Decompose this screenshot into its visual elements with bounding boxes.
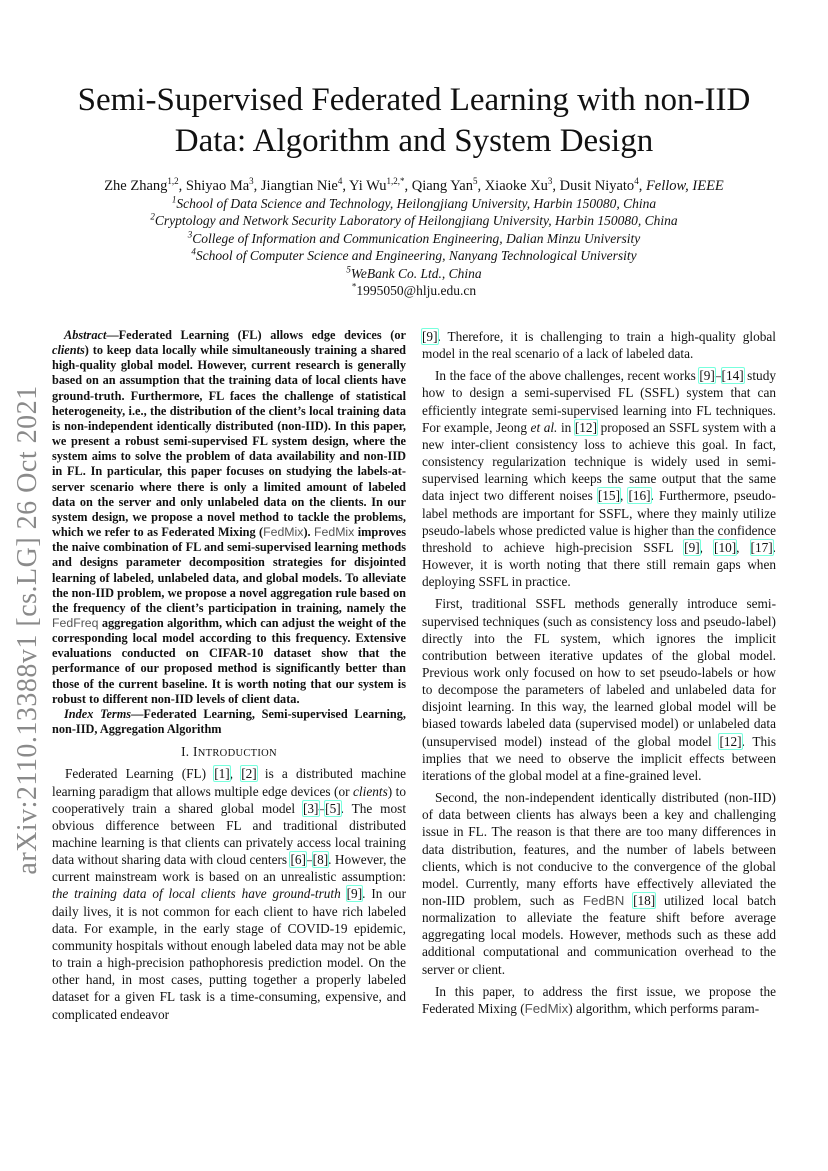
arxiv-stamp: [8, 360, 48, 900]
affiliation-2: $^2$Cryptology and Network Security Laboratory of Heilongjiang University, Harbin 150080, China: [150, 211, 678, 229]
citation-link[interactable]: [17]: [750, 539, 773, 555]
citation-link[interactable]: [10]: [714, 539, 737, 555]
authors-text: Zhe Zhang$^{1,2}$, Shiyao Ma$^3$, Jiangtian Nie$^4$, Yi $Wu^{1,2,*}$, Qiang Yan$^5$, Xiaoke Xu$^3$, Dusit Niyato$^4$, Fellow, IEEE: [104, 176, 724, 194]
citation-link[interactable]: [9]: [346, 886, 363, 902]
citation-link[interactable]: [1]: [214, 766, 230, 782]
affiliations: [60, 195, 768, 299]
citation-link[interactable]: [14]: [721, 368, 744, 384]
citation-link[interactable]: [3]: [302, 800, 319, 816]
paper-title: Semi-Supervised Federated Learning with non-IID Data: Algorithm and System Design: [77, 82, 751, 159]
citation-link[interactable]: [12]: [574, 419, 597, 435]
citation-link[interactable]: [2]: [241, 766, 257, 782]
citation-link[interactable]: [5]: [325, 800, 341, 816]
body-paragraph: In the face of the above challenges, recent works [9]–[14] study how to design a semi-supervised FL (SSFL) system that can efficiently integrate semi-supervised learning into FL techniques. For example, Jeong et al. in [12] proposed an SSFL system with a new inter-client consistency loss to achieve this goal. In fact, consistency regularization technique is widely used in semi-supervised learning which keeps the same output that the same data inject two different noises [15], [16]. Furthermore, pseudo-label methods are important for SSFL, where they mainly utilize pseudo-labels whose predicted value is higher than the confidence threshold to achieve high-precision SSFL [9], [10], [17]. However, it is worth noting that there still remain gaps when deploying SSFL in practice.: [422, 368, 776, 590]
citation-link[interactable]: [9]: [699, 368, 715, 384]
arxiv-stamp-text: arXiv:2110.13388v1 [cs.LG] 26 Oct 2021: [12, 385, 43, 875]
affiliation-1: $^1$School of Data Science and Technology, Heilongjiang University, Harbin 150080, China: [171, 194, 657, 211]
citation-link[interactable]: [16]: [628, 488, 651, 504]
index-terms: Index Terms—Federated Learning, Semi-supervised Learning, non-IID, Aggregation Algorithm: [52, 706, 406, 737]
citation-link[interactable]: [6]: [290, 852, 306, 868]
left-column: [52, 328, 406, 1028]
affiliation-3: $^3$College of Information and Communication Engineering, Dalian Minzu University: [187, 229, 641, 246]
author-line: [40, 177, 788, 195]
citation-link[interactable]: [9]: [422, 329, 438, 344]
section-heading: I. INTRODUCTION: [181, 744, 277, 760]
citation-link[interactable]: [18]: [633, 893, 656, 908]
right-column: [422, 328, 776, 1022]
citation-link[interactable]: [8]: [312, 852, 329, 868]
intro-paragraph: Federated Learning (FL) [1], [2] is a distributed machine learning paradigm that allows multiple edge devices (or clients) to cooperatively train a shared global model [3]–[5]. The most obvious difference between FL and traditional distributed machine learning is that clients can privately access local training data without sharing data with cloud centers [6]–[8]. However, the current mainstream work is based on an unrealistic assumption: the training data of local clients have ground-truth [9]. In our daily lives, it is not common for each client to have rich labeled data. For example, in the early stage of COVID-19 epidemic, community hospitals without enough labeled data may not be able to train a high-precision pathophoresis prediction model. On the other hand, in most cases, putting together a properly labeled dataset for a given FL task is a time-consuming, expensive, and complicated endeavor: [52, 766, 407, 1022]
abstract: Abstract—Federated Learning (FL) allows edge devices (or clients) to keep data locally while simultaneously training a shared high-quality global model. However, current research is generally based on an assumption that the training data of local clients have ground-truth. Furthermore, FL faces the challenge of statistical heterogeneity, i.e., the distribution of the client’s local training data is non-independent identically distributed (non-IID). In this paper, we present a robust semi-supervised FL system design, where the system aims to solve the problem of data availability and non-IID in FL. In particular, this paper focuses on studying the labels-at-server scenario where there is only a limited amount of labeled data on the server and only unlabeled data on the clients. In our system design, we propose a novel method to tackle the problems, which we refer to as Federated Mixing (FedMix). FedMix improves the naive combination of FL and semi-supervised learning methods and designs parameter decomposition strategies for disjointed learning of labeled, unlabeled data, and global models. To alleviate the non-IID problem, we propose a novel aggregation rule based on the frequency of the client’s participation in training, namely the FedFreq aggregation algorithm, which can adjust the weight of the corresponding local model according to this frequency. Extensive evaluations conducted on CIFAR-10 dataset show that the performance of our proposed method is significantly better than those of the current baseline. It is worth noting that our system is robust to different non-IID levels of client data.: [52, 328, 406, 706]
contact-email[interactable]: *1995050@hlju.edu.cn: [351, 281, 477, 299]
body-paragraph: First, traditional SSFL methods generally introduce semi-supervised techniques (such as consistency loss and pseudo-label) directly into the FL system, which ignores the implicit contribution between iterative updates of the global model. Previous work only focused on how to set pseudo-labels or how to decompose the parameters of labeled and unlabeled data for disjoint learning. In this way, the learned global model will be biased towards labeled data (supervised model) or unlabeled data (unsupervised model) instead of the global model [12]. This implies that we need to observe the implicit effects between iterations of the global model at a fine-grained level.: [422, 596, 776, 783]
affiliation-5: $^5$WeBank Co. Ltd., China: [346, 264, 482, 281]
affiliation-4: $^4$School of Computer Science and Engineering, Nanyang Technological University: [191, 246, 637, 264]
body-paragraph: [9]. Therefore, it is challenging to train a high-quality global model in the real scenario of a lack of labeled data.: [422, 329, 776, 362]
body-paragraph: In this paper, to address the first issue, we propose the Federated Mixing (FedMix) algorithm, which performs param-: [422, 983, 776, 1016]
citation-link[interactable]: [12]: [719, 733, 742, 749]
citation-link[interactable]: [9]: [684, 539, 700, 555]
citation-link[interactable]: [15]: [597, 488, 621, 504]
body-paragraph: Second, the non-independent identically distributed (non-IID) of data between clients has always been a key and challenging issue in FL. The reason is that there are too many differences in data distribution, features, and the number of labels between clients, which is not conducive to the convergence of the global model. Currently, many efforts have effectively alleviated the non-IID problem, such as FedBN [18] utilized local batch normalization to alleviate the feature shift before average aggregating local models. However, methods such as these add additional computational and communication overhead to the server or client.: [422, 790, 776, 977]
